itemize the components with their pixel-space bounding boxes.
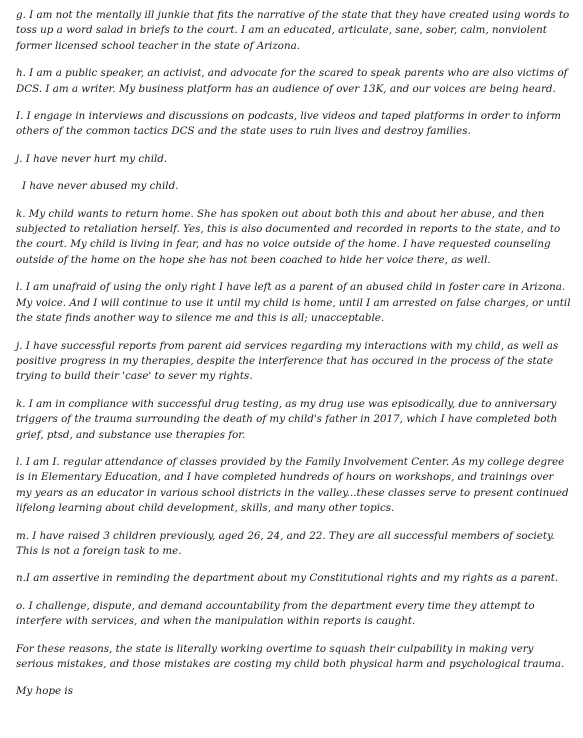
spacer — [16, 195, 571, 207]
paragraph-n: n.I am assertive in reminding the department about my Constitutional rights and my rights as a parent. — [16, 572, 559, 585]
paragraph-k-compliance: k. I am in compliance with successful drug testing, as my drug use was episodically, due to anniversary triggers of the trauma surrounding the death of my child's father in 2017, which I have completed both grief, ptsd, and substance use therapies for. — [16, 397, 558, 441]
spacer — [16, 268, 571, 280]
spacer — [16, 559, 571, 571]
spacer — [16, 385, 571, 397]
spacer — [16, 672, 571, 684]
spacer — [16, 327, 571, 339]
spacer — [16, 140, 571, 152]
spacer — [16, 97, 571, 109]
spacer — [16, 167, 571, 179]
paragraph-h: h. I am a public speaker, an activist, and advocate for the scared to speak parents who are also victims of DCS. I am a writer. My business platform has an audience of over 13K, and our voices are being heard. — [16, 67, 568, 95]
paragraph-never-abused: I have never abused my child. — [22, 180, 179, 193]
paragraph-my-hope: My hope is — [16, 685, 73, 698]
paragraph-j-reports: j. I have successful reports from parent aid services regarding my interactions with my child, as well as positive progress in my therapies, despite the interference that has occured in the process of the state trying to build their 'case' to sever my rights. — [16, 339, 559, 383]
paragraph-k-return-home: k. My child wants to return home. She has spoken out about both this and about her abuse, and then subjected to retaliation herself. Yes, this is also documented and recorded in reports to the state, and to the court. My child is living in fear, and has no voice outside of the home. I have requested counseling outside of the home on the hope she has not been coached to hide her voice there, as well. — [16, 207, 561, 266]
paragraph-l-classes: l. I am I. regular attendance of classes provided by the Family Involvement Center. As my college degree is in Elementary Education, and I have completed hundreds of hours on workshops, and trainings over my years as an educator in various school districts in the valley...these classes serve to present continued lifelong learning about child development, skills, and many other topics. — [16, 455, 569, 515]
paragraph-i: I. I engage in interviews and discussions on podcasts, live videos and taped platforms in order to inform others of the common tactics DCS and the state uses to ruin lives and destroy families. — [16, 110, 561, 138]
spacer — [16, 517, 571, 529]
spacer — [16, 587, 571, 599]
paragraph-g: g. I am not the mentally ill junkie that fits the narrative of the state that they have created using words to toss up a word salad in briefs to the court. I am an educated, articulate, sane, sober, calm, nonviolent former licensed school teacher in the state of Arizona. — [16, 9, 570, 52]
spacer — [16, 443, 571, 455]
spacer — [16, 630, 571, 642]
paragraph-o: o. I challenge, dispute, and demand accountability from the department every time they attempt to interfere with services, and when the manipulation within reports is caught. — [16, 599, 535, 628]
paragraph-j-never-hurt: j. I have never hurt my child. — [16, 152, 168, 165]
spacer — [16, 54, 571, 66]
document-page — [16, 8, 571, 700]
paragraph-l-unafraid: l. I am unafraid of using the only right I have left as a parent of an abused child in foster care in Arizona. My voice. And I will continue to use it until my child is home, until I am arrested on false charges, or until the state finds another way to silence me and this is all; unacceptable. — [16, 281, 571, 325]
paragraph-conclusion: For these reasons, the state is literally working overtime to squash their culpability in making very serious mistakes, and those mistakes are costing my child both physical harm and psychological trauma. — [16, 642, 565, 670]
paragraph-m: m. I have raised 3 children previously, aged 26, 24, and 22. They are all successful members of society. This is not a foreign task to me. — [16, 529, 555, 557]
